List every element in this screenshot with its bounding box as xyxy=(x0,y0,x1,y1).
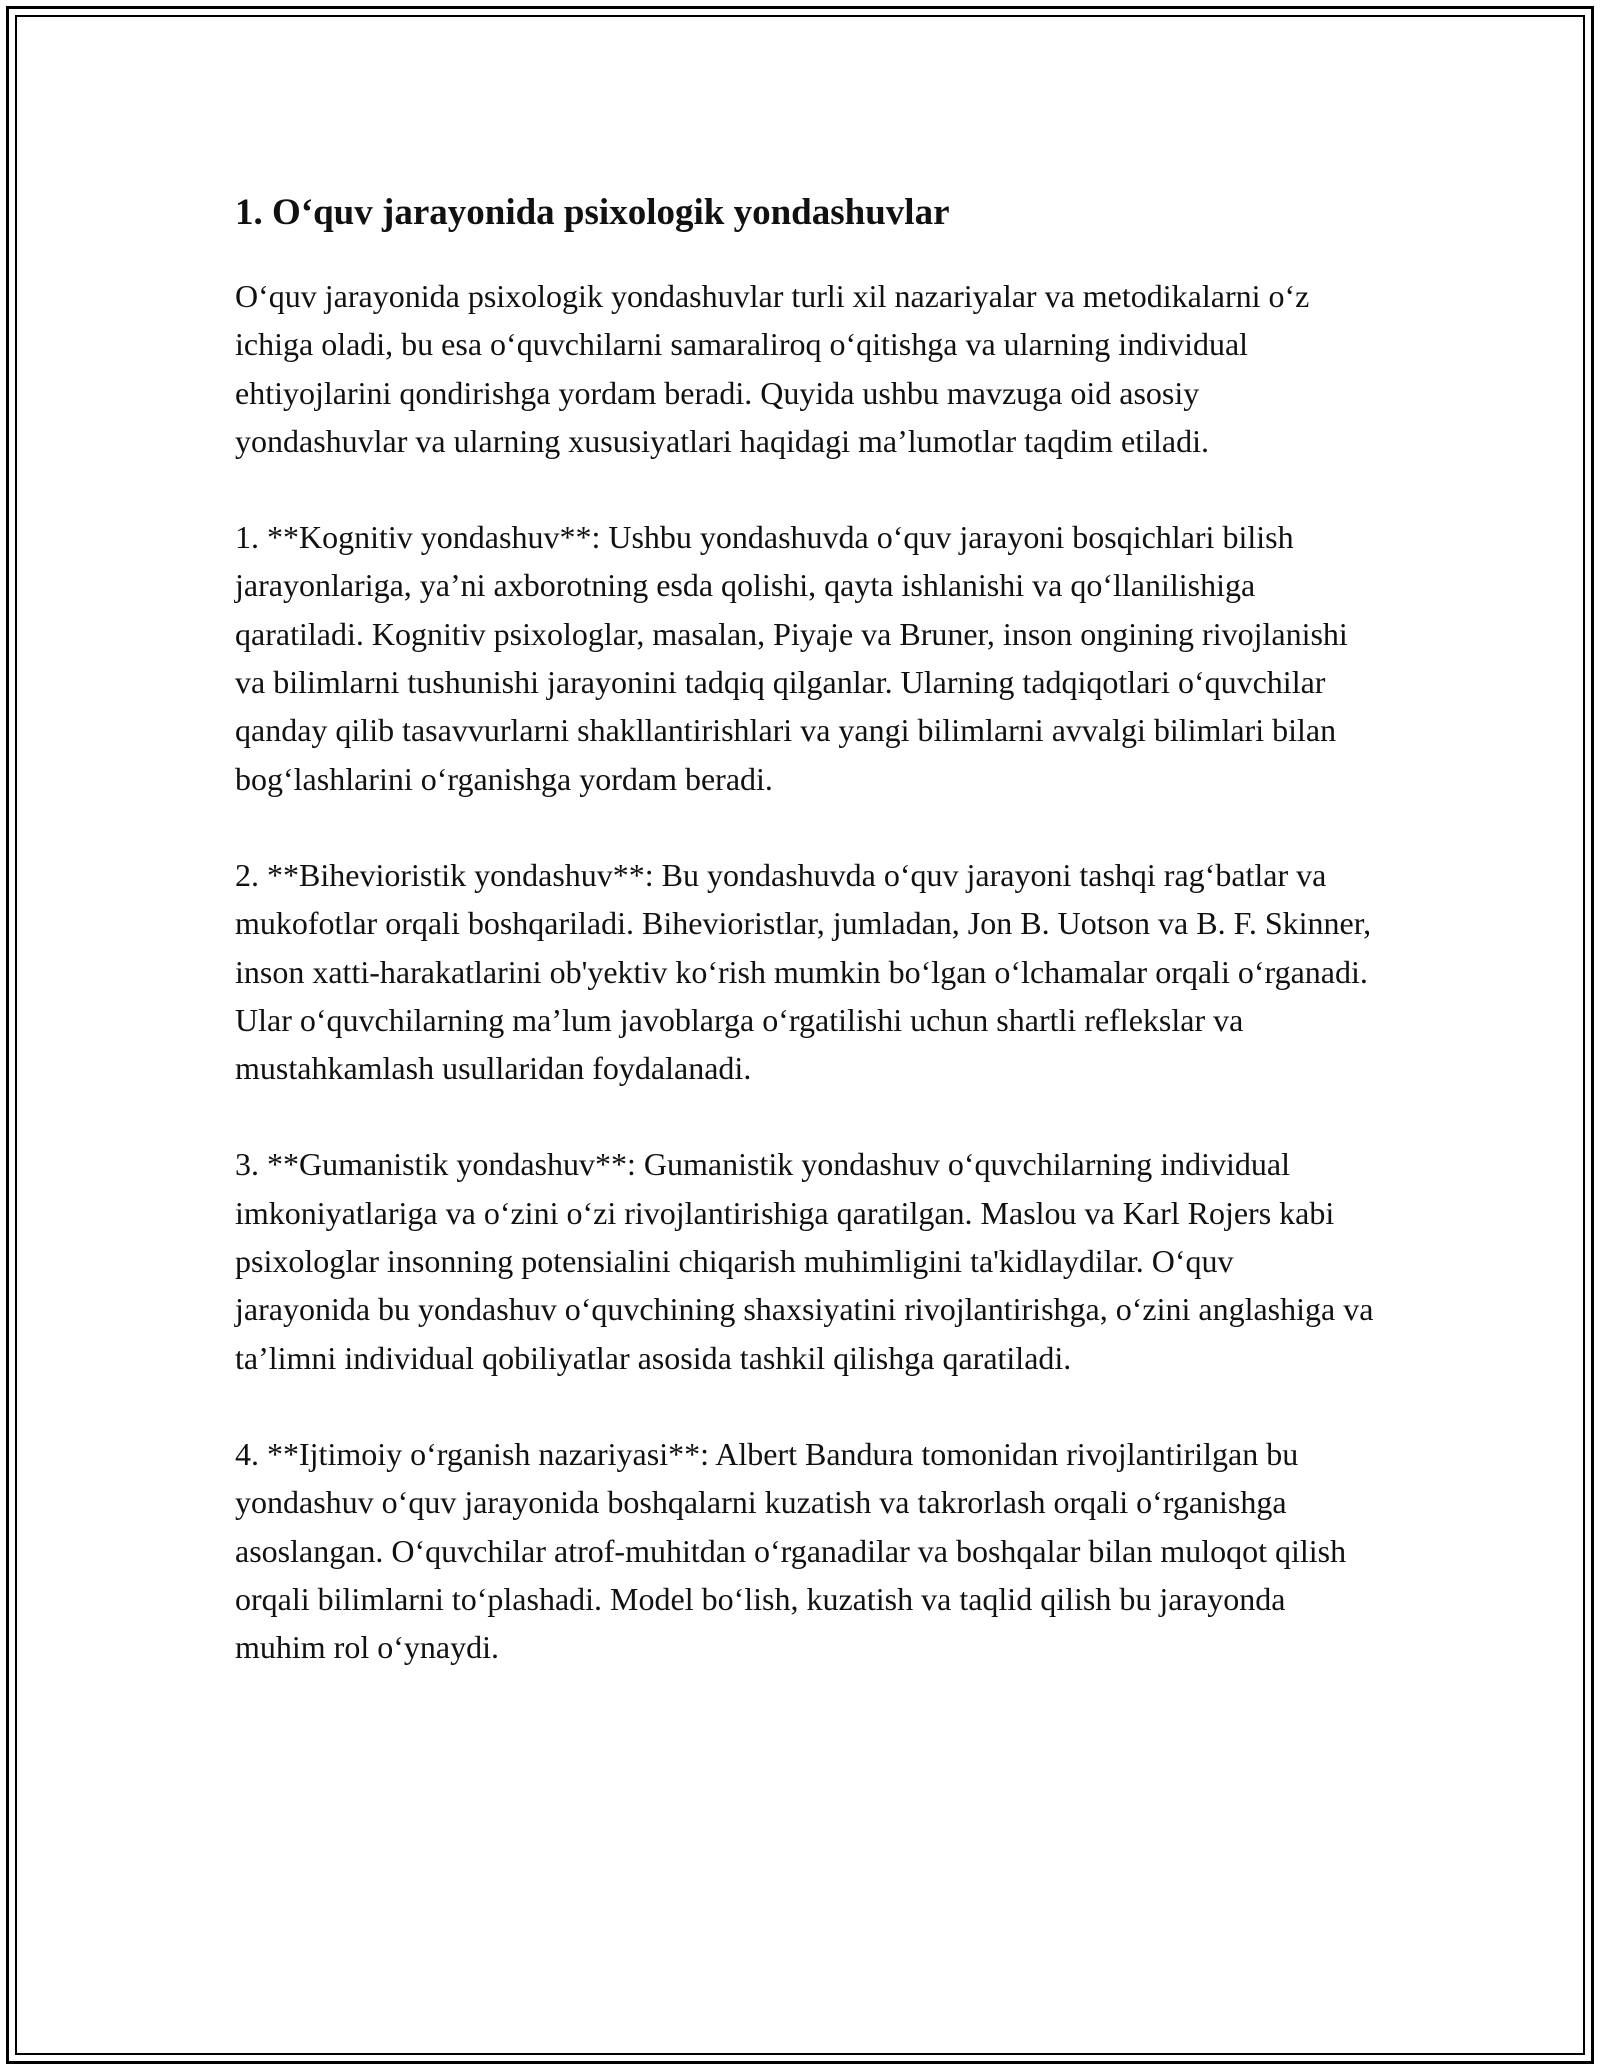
section-heading: 1. O‘quv jarayonida psixologik yondashuvlar xyxy=(235,192,950,233)
behaviorist-approach-paragraph: 2. **Bihevioristik yondashuv**: Bu yondashuvda o‘quv jarayoni tashqi rag‘batlar va mukofotlar orqali boshqariladi. Bihevioristlar, jumladan, Jon B. Uotson va B. F. Skinner, inson xatti-harakatlarini ob'yektiv ko‘rish mumkin bo‘lgan o‘lchamalar orqali o‘rganadi. Ular o‘quvchilarning ma’lum javoblarga o‘rgatilishi uchun shartli reflekslar va mustahkamlash usullaridan foydalanadi. xyxy=(235,856,1372,1087)
cognitive-approach-paragraph: 1. **Kognitiv yondashuv**: Ushbu yondashuvda o‘quv jarayoni bosqichlari bilish jarayonlariga, ya’ni axborotning esda qolishi, qayta ishlanishi va qo‘llanilishiga qaratiladi. Kognitiv psixologlar, masalan, Piyaje va Bruner, inson ongining rivojlanishi va bilimlarni tushunishi jarayonini tadqiq qilganlar. Ularning tadqiqotlari o‘quvchilar qanday qilib tasavvurlarni shakllantirishlari va yangi bilimlarni avvalgi bilimlari bilan bog‘lashlarini o‘rganishga yordam beradi. xyxy=(235,519,1348,797)
intro-paragraph: O‘quv jarayonida psixologik yondashuvlar turli xil nazariyalar va metodikalarni o‘z ichiga oladi, bu esa o‘quvchilarni samaraliroq o‘qitishga va ularning individual ehtiyojlarini qondirishga yordam beradi. Quyida ushbu mavzuga oid asosiy yondashuvlar va ularning xususiyatlari haqidagi ma’lumotlar taqdim etiladi. xyxy=(235,278,1310,459)
social-learning-paragraph: 4. **Ijtimoiy o‘rganish nazariyasi**: Albert Bandura tomonidan rivojlantirilgan bu yondashuv o‘quv jarayonida boshqalarni kuzatish va takrorlash orqali o‘rganishga asoslangan. O‘quvchilar atrof-muhitdan o‘rganadilar va boshqalar bilan muloqot qilish orqali bilimlarni to‘plashadi. Model bo‘lish, kuzatish va taqlid qilish bu jarayonda muhim rol o‘ynaydi. xyxy=(235,1435,1347,1666)
humanistic-approach-paragraph: 3. **Gumanistik yondashuv**: Gumanistik yondashuv o‘quvchilarning individual imkoniyatlariga va o‘zini o‘zi rivojlantirishiga qaratilgan. Maslou va Karl Rojers kabi psixologlar insonning potensialini chiqarish muhimligini ta'kidlaydilar. O‘quv jarayonida bu yondashuv o‘quvchining shaxsiyatini rivojlantirishga, o‘zini anglashiga va ta’limni individual qobiliyatlar asosida tashkil qilishga qaratiladi. xyxy=(235,1146,1374,1376)
document-body xyxy=(235,188,1375,1719)
